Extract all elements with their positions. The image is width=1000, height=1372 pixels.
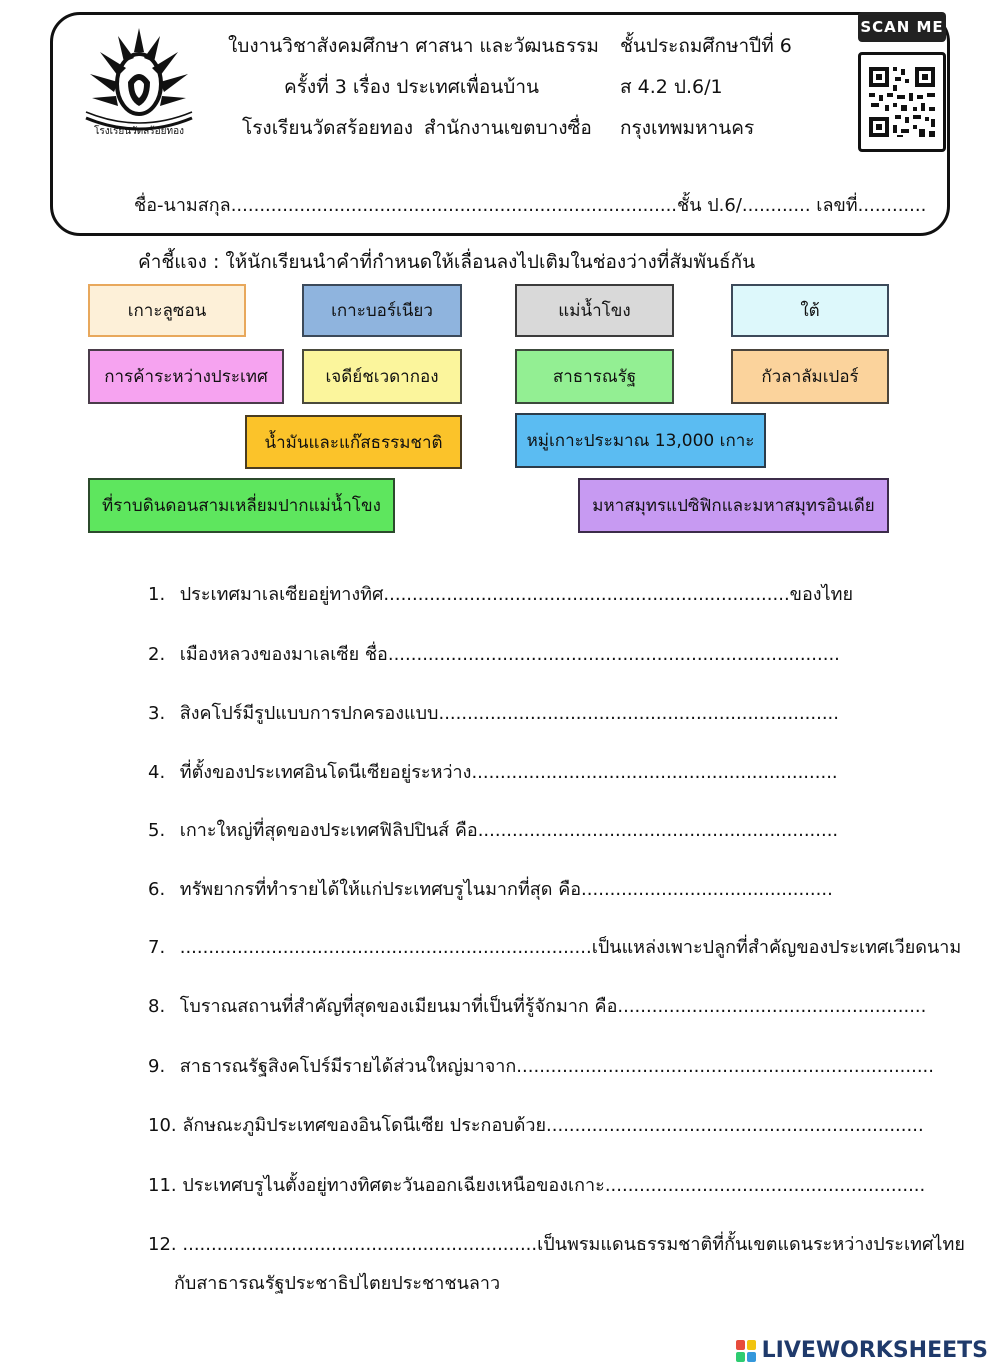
scan-me-label: SCAN ME [858,12,946,42]
city-name: กรุงเทพมหานคร [620,117,755,139]
question-row[interactable] [148,874,833,903]
word-bank-item[interactable]: เกาะลูซอน [88,284,246,337]
question-12-continuation: กับสาธารณรัฐประชาธิปไตยประชาชนลาว [174,1273,501,1294]
question-number: 8. [148,996,166,1017]
word-bank-item[interactable]: สาธารณรัฐ [515,349,674,404]
question-number: 1. [148,584,166,605]
word-bank-item[interactable]: ใต้ [731,284,889,337]
instruction-text: คำชี้แจง : ให้นักเรียนนำคำที่กำหนดให้เลื่อนลงไปเติมในช่องว่างที่สัมพันธ์กัน [138,251,756,273]
question-row[interactable] [148,1229,965,1258]
standard-code: ส 4.2 ป.6/1 [620,76,723,98]
question-text: ประเทศบรูไนตั้งอยู่ทางทิศตะวันออกเฉียงเหนือของเกาะ........................................................ [182,1175,926,1196]
word-bank-item[interactable]: เกาะบอร์เนียว [302,284,462,337]
word-bank-item[interactable]: การค้าระหว่างประเทศ [88,349,284,404]
qr-code[interactable] [858,52,946,152]
liveworksheets-logo-icon [736,1340,756,1362]
word-bank-item[interactable]: เจดีย์ชเวดากอง [302,349,462,404]
liveworksheets-brand[interactable] [736,1338,988,1363]
question-row[interactable] [148,815,838,844]
school-logo [78,22,200,142]
question-text: ลักษณะภูมิประเทศของอินโดนีเซีย ประกอบด้วย.................................................................. [182,1115,924,1136]
question-row[interactable] [148,757,838,786]
question-number: 2. [148,644,166,665]
question-text: ........................................................................เป็นแหล่งเพาะปลูกที่สำคัญของประเทศเวียดนาม [179,937,962,958]
question-text: ..............................................................เป็นพรมแดนธรรมชาติที่กั้นเขตแดนระหว่างประเทศไทย [182,1234,965,1255]
question-row[interactable] [148,1110,924,1139]
question-row[interactable] [148,639,840,668]
word-bank-item[interactable]: น้ำมันและแก๊สธรรมชาติ [245,415,462,469]
question-number: 12. [148,1234,177,1255]
question-text: สาธารณรัฐสิงคโปร์มีรายได้ส่วนใหญ่มาจาก......................................................................... [179,1056,934,1077]
question-row[interactable] [148,932,961,961]
question-text: โบราณสถานที่สำคัญที่สุดของเมียนมาที่เป็นที่รู้จักมาก คือ...................................................... [179,996,927,1017]
question-text: สิงคโปร์มีรูปแบบการปกครองแบบ...................................................................... [179,703,840,724]
word-bank-item[interactable]: ที่ราบดินดอนสามเหลี่ยมปากแม่น้ำโขง [88,478,395,533]
question-number: 5. [148,820,166,841]
question-number: 7. [148,937,166,958]
question-number: 10. [148,1115,177,1136]
question-row[interactable] [148,1051,934,1080]
word-bank-item[interactable]: แม่น้ำโขง [515,284,674,337]
lesson-title: ครั้งที่ 3 เรื่อง ประเทศเพื่อนบ้าน [284,76,539,98]
question-text: ที่ตั้งของประเทศอินโดนีเซียอยู่ระหว่าง................................................................ [179,762,838,783]
student-name-field[interactable]: ชื่อ-นามสกุล..............................................................................ชั้น ป.6/............ เลขที่............ [134,195,927,216]
question-number: 4. [148,762,166,783]
district-office: สำนักงานเขตบางซื่อ [424,117,592,139]
question-row[interactable] [148,579,853,608]
question-row[interactable] [148,991,926,1020]
question-number: 3. [148,703,166,724]
word-bank-item[interactable]: มหาสมุทรแปซิฟิกและมหาสมุทรอินเดีย [578,478,889,533]
question-number: 9. [148,1056,166,1077]
school-name: โรงเรียนวัดสร้อยทอง [242,117,414,139]
grade-level: ชั้นประถมศึกษาปีที่ 6 [620,35,792,57]
subject-title: ใบงานวิชาสังคมศึกษา ศาสนา และวัฒนธรรม [228,35,599,57]
question-text: ประเทศมาเลเซียอยู่ทางทิศ.......................................................................ของไทย [179,584,854,605]
question-text: ทรัพยากรที่ทำรายได้ให้แก่ประเทศบรูไนมากที่สุด คือ............................................ [179,879,833,900]
question-number: 11. [148,1175,177,1196]
brand-text: LIVEWORKSHEETS [761,1338,988,1363]
word-bank-item[interactable]: หมู่เกาะประมาณ 13,000 เกาะ [515,413,766,468]
question-text: เกาะใหญ่ที่สุดของประเทศฟิลิปปินส์ คือ............................................................... [179,820,839,841]
question-text: เมืองหลวงของมาเลเซีย ชื่อ............................................................................... [179,644,840,665]
question-number: 6. [148,879,166,900]
word-bank-item[interactable]: กัวลาลัมเปอร์ [731,349,889,404]
question-row[interactable] [148,698,839,727]
logo-text: โรงเรียนวัดสร้อยทอง [93,126,185,137]
question-row[interactable] [148,1170,925,1199]
